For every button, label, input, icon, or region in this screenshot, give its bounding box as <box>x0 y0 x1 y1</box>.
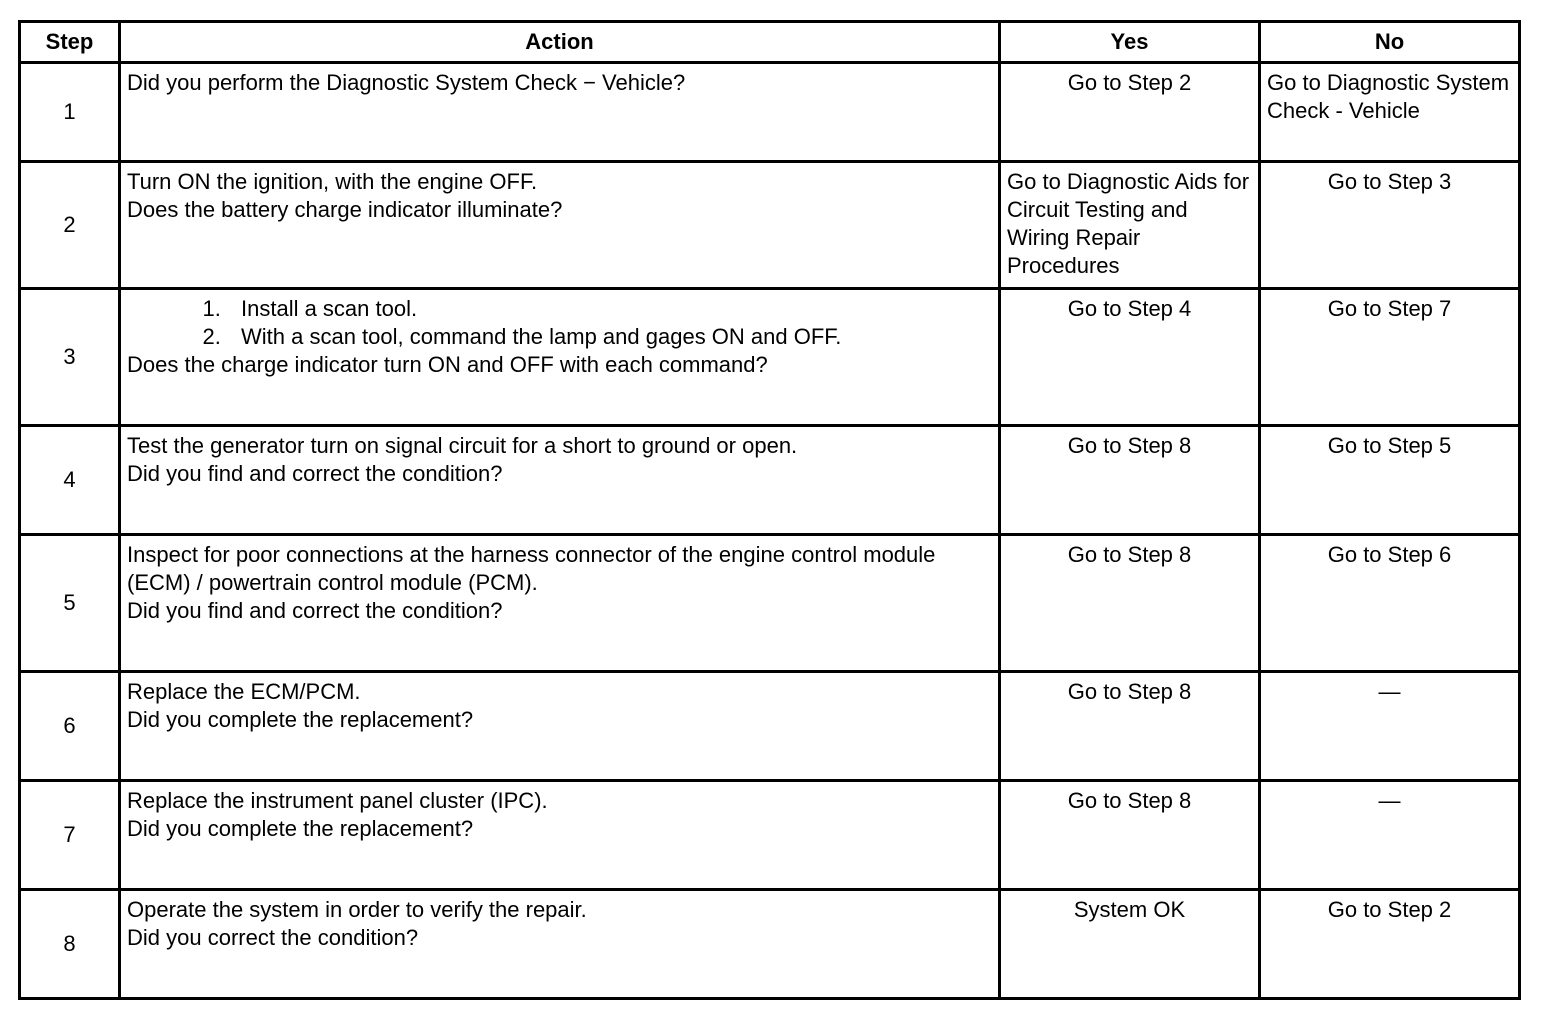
header-no: No <box>1260 22 1520 63</box>
action-question: Does the charge indicator turn ON and OFF with each command? <box>127 352 768 377</box>
header-action: Action <box>120 22 1000 63</box>
no-cell <box>1260 63 1520 162</box>
table-row <box>20 289 1520 426</box>
step-number: 7 <box>20 781 120 890</box>
step-number: 5 <box>20 535 120 672</box>
action-cell <box>120 162 1000 289</box>
table-row <box>20 162 1520 289</box>
action-question: Did you complete the replacement? <box>127 816 474 841</box>
list-item: 2. With a scan tool, command the lamp and gages ON and OFF. <box>227 323 992 351</box>
action-text: Replace the ECM/PCM. <box>127 679 361 704</box>
action-question: Did you complete the replacement? <box>127 707 474 732</box>
no-result: — <box>1378 679 1401 704</box>
yes-result: Go to Step 8 <box>1067 679 1192 704</box>
step-number: 2 <box>20 162 120 289</box>
no-cell <box>1260 535 1520 672</box>
action-cell <box>120 535 1000 672</box>
action-cell <box>120 426 1000 535</box>
yes-result: Go to Diagnostic Aids for Circuit Testing and Wiring Repair Procedures <box>1007 169 1250 278</box>
table-row <box>20 535 1520 672</box>
step-number: 6 <box>20 672 120 781</box>
header-row <box>20 22 1520 63</box>
step-number: 1 <box>20 63 120 162</box>
action-question: Did you find and correct the condition? <box>127 598 503 623</box>
action-text: Inspect for poor connections at the harness connector of the engine control module (ECM) / powertrain control module (PCM). <box>127 542 936 595</box>
no-cell <box>1260 289 1520 426</box>
no-cell <box>1260 162 1520 289</box>
action-cell <box>120 890 1000 999</box>
table-row <box>20 63 1520 162</box>
table-row <box>20 672 1520 781</box>
yes-result: Go to Step 8 <box>1067 542 1192 567</box>
no-cell <box>1260 672 1520 781</box>
action-steps-list <box>127 295 992 351</box>
action-question: Does the battery charge indicator illuminate? <box>127 197 563 222</box>
no-result: — <box>1378 788 1401 813</box>
step-number: 3 <box>20 289 120 426</box>
step-number: 8 <box>20 890 120 999</box>
yes-result: Go to Step 2 <box>1067 70 1192 95</box>
yes-cell <box>1000 535 1260 672</box>
table-row <box>20 890 1520 999</box>
yes-result: Go to Step 8 <box>1067 433 1192 458</box>
header-yes: Yes <box>1000 22 1260 63</box>
no-result: Go to Step 5 <box>1327 433 1452 458</box>
action-text: Test the generator turn on signal circuit for a short to ground or open. <box>127 433 798 458</box>
no-result: Go to Step 7 <box>1327 296 1452 321</box>
action-text: Operate the system in order to verify the repair. <box>127 897 587 922</box>
action-cell <box>120 63 1000 162</box>
no-result: Go to Diagnostic System Check - Vehicle <box>1267 70 1510 123</box>
table-row <box>20 426 1520 535</box>
action-cell <box>120 289 1000 426</box>
no-result: Go to Step 2 <box>1327 897 1452 922</box>
yes-result: Go to Step 8 <box>1067 788 1192 813</box>
action-text: Replace the instrument panel cluster (IPC). <box>127 788 548 813</box>
yes-cell <box>1000 162 1260 289</box>
yes-cell <box>1000 890 1260 999</box>
yes-cell <box>1000 63 1260 162</box>
yes-result: Go to Step 4 <box>1067 296 1192 321</box>
action-question: Did you correct the condition? <box>127 925 419 950</box>
list-item: 1. Install a scan tool. <box>227 295 992 323</box>
step-number: 4 <box>20 426 120 535</box>
no-result: Go to Step 6 <box>1327 542 1452 567</box>
action-cell <box>120 672 1000 781</box>
action-text: Did you perform the Diagnostic System Check − Vehicle? <box>127 70 686 95</box>
no-cell <box>1260 781 1520 890</box>
no-cell <box>1260 890 1520 999</box>
no-cell <box>1260 426 1520 535</box>
no-result: Go to Step 3 <box>1327 169 1452 194</box>
action-question: Did you find and correct the condition? <box>127 461 503 486</box>
header-step: Step <box>20 22 120 63</box>
table-row <box>20 781 1520 890</box>
yes-cell <box>1000 289 1260 426</box>
action-text: Turn ON the ignition, with the engine OFF. <box>127 169 538 194</box>
diagnostic-table <box>18 20 1521 1000</box>
yes-cell <box>1000 426 1260 535</box>
yes-cell <box>1000 781 1260 890</box>
yes-cell <box>1000 672 1260 781</box>
yes-result: System OK <box>1073 897 1186 922</box>
action-cell <box>120 781 1000 890</box>
